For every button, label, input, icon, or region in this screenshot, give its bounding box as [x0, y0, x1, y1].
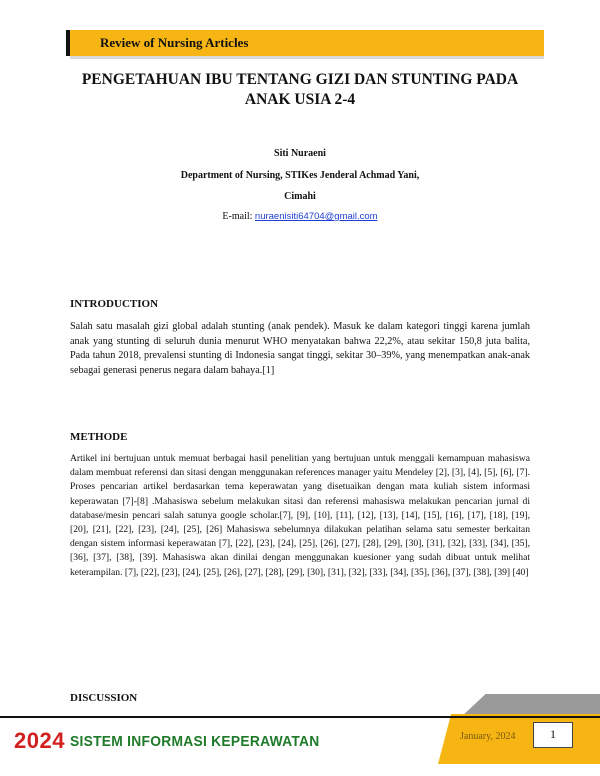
methode-paragraph: Artikel ini bertujuan untuk memuat berbagai hasil penelitian yang bertujuan untuk menggali kemampuan mahasiswa dalam membuat referensi dan sitasi dengan menggunakan references manager yaitu Mendeley [2], [3], [4], [5], [6], [7]. Proses pencarian artikel berdasarkan tema keperawatan yang disetuaikan dengan mata kuliah sistem informasi keperawatan [7]-[8] .Mahasiswa sebelum melakukan sitasi dan referensi mahasiswa melakukan pencarian jurnal di database/mesin pencari salah satunya google scholar.[7], [9], [10], [11], [12], [13], [14], [15], [16], [17], [18], [19], [20], [21], [22], [23], [24], [25], [26] Mahasiswa sebelumnya dilakukan pelatihan selama satu semester berkaitan dengan sistem informasi keperawatan [7], [22], [23], [24], [25], [26], [27], [28], [29], [30], [31], [32], [33], [34], [35], [36], [37], [38], [39]. Mahasiswa akan dinilai dengan menggunakan kuesioner yang sudah dibuat untuk melihat keterampilan. [7], [22], [23], [24], [25], [26], [27], [28], [29], [30], [31], [32], [33], [34], [35], [36], [37], [38], [39] [40]	[70, 453, 530, 578]
footer-brand-year: 2024	[14, 728, 65, 753]
article-title	[60, 70, 540, 110]
discussion-heading: DISCUSSION	[70, 692, 138, 704]
author-affiliation: Department of Nursing, STIKes Jenderal Achmad Yani,	[180, 170, 420, 181]
author-email-line	[60, 211, 540, 222]
title-line-2: ANAK USIA 2-4	[244, 91, 356, 108]
introduction-heading: INTRODUCTION	[70, 298, 159, 310]
page-number: 1	[533, 722, 573, 748]
email-link[interactable]: nuraenisiti64704@gmail.com	[254, 211, 378, 222]
introduction-paragraph: Salah satu masalah gizi global adalah stunting (anak pendek). Masuk ke dalam kategori tinggi karena jumlah anak yang stunting di seluruh dunia menurut WHO menyatakan bahwa 22,2%, atau sekitar 150,8 juta balita, Pada tahun 2018, prevalensi stunting di Indonesia sangat tinggi, sekitar 30–39%, yang menempatkan anak-anak sebagai generasi penerus negara dalam bahaya.[1]	[70, 321, 530, 376]
footer-date: January, 2024	[460, 731, 516, 742]
header-shadow	[70, 56, 544, 59]
methode-heading: METHODE	[70, 431, 128, 443]
footer-rule	[0, 716, 600, 718]
footer-brand-name: SISTEM INFORMASI KEPERAWATAN	[70, 733, 320, 750]
author-name: Siti Nuraeni	[274, 148, 326, 159]
title-line-1: PENGETAHUAN IBU TENTANG GIZI DAN STUNTING PADA	[81, 71, 519, 88]
author-city: Cimahi	[284, 191, 316, 202]
journal-name: Review of Nursing Articles	[100, 35, 249, 50]
email-label: E-mail:	[222, 211, 255, 222]
